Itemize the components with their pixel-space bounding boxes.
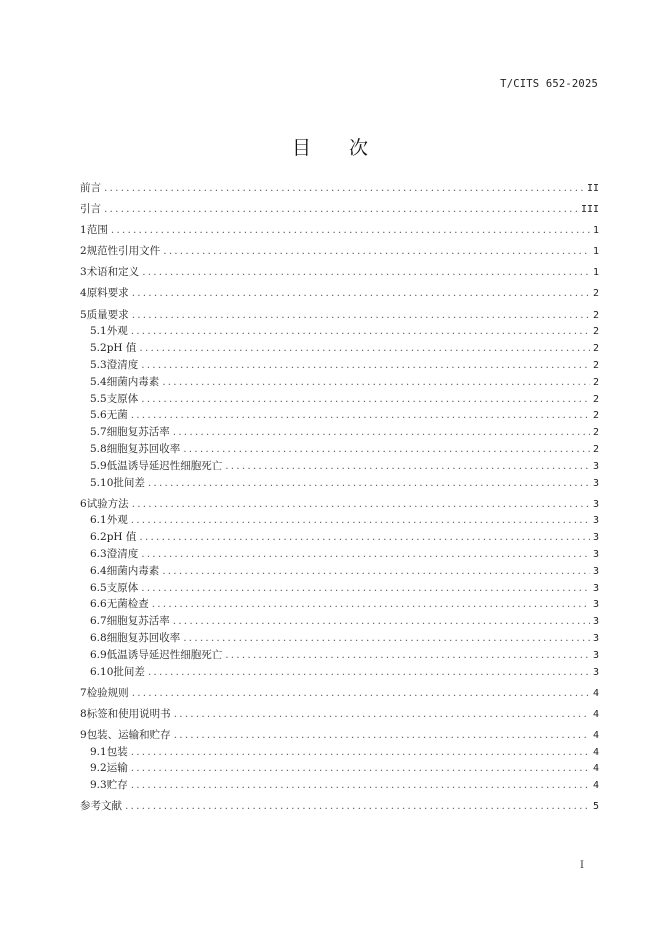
toc-entry-page: 2 (592, 427, 599, 439)
toc-entry[interactable] (80, 340, 599, 357)
toc-entry-page: 1 (592, 267, 599, 279)
toc-entry-page: 4 (592, 729, 599, 741)
toc-entry-label: 低温诱导延迟性细胞死亡 (106, 459, 223, 472)
toc-entry-label: 包装 (106, 745, 128, 758)
toc-leader-dots (148, 475, 590, 492)
toc-entry-number: 9.3 (90, 779, 107, 792)
toc-entry-number: 2 (80, 245, 87, 258)
toc-entry-label: 标签和使用说明书 (86, 707, 171, 720)
toc-entry[interactable] (80, 374, 599, 391)
folio-page-number: I (580, 860, 584, 871)
toc-entry-page: 3 (592, 616, 599, 628)
toc-entry[interactable] (80, 647, 599, 664)
toc-entry-number: 3 (80, 266, 87, 279)
toc-entry-page: 1 (592, 246, 599, 258)
toc-entry-label: 细胞复苏活率 (106, 426, 170, 439)
toc-leader-dots (183, 441, 590, 458)
toc-leader-dots (131, 407, 590, 424)
toc-entry[interactable] (80, 580, 599, 597)
standard-code: T/CITS 652-2025 (500, 78, 598, 90)
toc-entry[interactable] (80, 777, 599, 794)
toc-leader-dots (225, 647, 590, 664)
toc-entry-page: 3 (592, 649, 599, 661)
toc-entry-label: 包装、运输和贮存 (86, 728, 171, 741)
toc-entry-number: 6.7 (90, 615, 107, 628)
toc-entry[interactable] (80, 323, 599, 340)
toc-leader-dots (132, 307, 590, 324)
toc-entry-label: 无菌 (106, 409, 128, 422)
toc-entry-page: 3 (592, 565, 599, 577)
toc-entry-label: 细胞复苏回收率 (106, 442, 181, 455)
page-title (0, 133, 662, 160)
toc-entry[interactable] (80, 285, 599, 302)
toc-entry-number: 6.8 (90, 632, 107, 644)
toc-entry-label: 试验方法 (86, 497, 129, 510)
toc-entry-label: 低温诱导延迟性细胞死亡 (106, 648, 223, 661)
toc-entry[interactable] (80, 243, 599, 260)
toc-entry[interactable] (80, 180, 599, 197)
toc-leader-dots (131, 323, 590, 340)
toc-entry-page: 2 (592, 288, 599, 300)
toc-leader-dots (141, 391, 590, 408)
toc-entry-number: 5.8 (90, 442, 107, 455)
toc-entry[interactable] (80, 664, 599, 681)
toc-entry-page: 2 (592, 376, 599, 388)
toc-leader-dots (131, 760, 590, 777)
toc-entry-label: 细胞复苏活率 (106, 615, 170, 628)
toc-entry-page: 3 (592, 477, 599, 489)
toc-entry-page: 2 (592, 359, 599, 371)
toc-leader-dots (174, 706, 590, 723)
toc-entry-number: 1 (80, 224, 87, 237)
toc-entry-label: pH 值 (106, 342, 137, 355)
toc-entry-number: 5.9 (90, 459, 107, 472)
toc-entry-page: 4 (592, 780, 599, 792)
toc-entry-label: 批间差 (113, 665, 145, 678)
toc-entry-label: 检验规则 (86, 686, 129, 699)
toc-entry[interactable] (80, 512, 599, 529)
toc-entry-number: 6.9 (90, 648, 107, 661)
toc-entry-number: 8 (80, 707, 87, 720)
title-char-1: 目 (291, 137, 313, 159)
toc-leader-dots (139, 340, 590, 357)
toc-entry-label: 术语和定义 (86, 266, 140, 279)
toc-entry-page: 3 (592, 532, 599, 544)
toc-entry-page: 5 (592, 801, 599, 813)
toc-leader-dots (142, 264, 590, 281)
toc-leader-dots (104, 201, 578, 218)
toc-entry-label: 引言 (80, 203, 101, 216)
toc-leader-dots (111, 222, 590, 239)
toc-entry-page: 4 (592, 708, 599, 720)
toc-entry-number: 6 (80, 497, 87, 510)
toc-entry[interactable] (80, 760, 599, 777)
toc-entry-page: 3 (592, 666, 599, 678)
toc-leader-dots (139, 529, 590, 546)
title-char-2: 次 (349, 137, 371, 159)
toc-entry[interactable] (80, 222, 599, 239)
toc-leader-dots (125, 798, 590, 815)
toc-entry[interactable] (80, 630, 599, 647)
toc-entry-number: 6.1 (90, 514, 107, 527)
toc-entry-number: 6.3 (90, 548, 107, 561)
toc-entry-label: 前言 (80, 182, 101, 194)
toc-entry-page: 3 (592, 633, 599, 644)
toc-entry-number: 6.5 (90, 581, 107, 594)
toc-entry-label: 外观 (106, 325, 128, 338)
toc-entry-label: 原料要求 (86, 287, 129, 300)
toc-entry-number: 6.4 (90, 564, 107, 577)
toc-entry-number: 6.10 (90, 665, 114, 678)
toc-leader-dots (131, 744, 590, 761)
toc-entry-label: 参考文献 (80, 800, 122, 813)
toc-entry-page: 2 (592, 410, 599, 422)
toc-leader-dots (132, 496, 590, 513)
toc-entry[interactable] (80, 596, 599, 613)
toc-entry-label: 批间差 (113, 476, 145, 489)
toc-entry-number: 9.1 (90, 745, 107, 758)
toc-entry-page: 1 (592, 225, 599, 237)
toc-entry[interactable] (80, 546, 599, 563)
toc-entry-page: 2 (592, 393, 599, 405)
toc-entry-number: 5.7 (90, 426, 107, 439)
toc-entry-page: 3 (592, 582, 599, 594)
toc-entry-number: 7 (80, 686, 87, 699)
toc-leader-dots (162, 563, 590, 580)
toc-entry[interactable] (80, 391, 599, 408)
toc-entry-page: II (586, 183, 599, 194)
toc-leader-dots (141, 580, 590, 597)
toc-entry-page: 2 (592, 309, 599, 321)
toc-leader-dots (141, 357, 590, 374)
toc-entry-number: 5.3 (90, 358, 107, 371)
toc-entry-page: 3 (592, 460, 599, 472)
toc-leader-dots (225, 458, 590, 475)
toc-entry[interactable] (80, 613, 599, 630)
toc-entry-label: 外观 (106, 514, 128, 527)
toc-entry[interactable] (80, 798, 599, 815)
toc-leader-dots (141, 546, 590, 563)
toc-entry-number: 5.1 (90, 325, 107, 338)
toc-entry-number: 9 (80, 728, 87, 741)
toc-entry-label: 澄清度 (106, 548, 139, 561)
toc-entry-label: 运输 (106, 762, 128, 775)
toc-entry-label: 支原体 (106, 392, 139, 405)
toc-entry-page: 4 (592, 746, 599, 758)
toc-entry-label: 澄清度 (106, 358, 139, 371)
toc-leader-dots (152, 596, 590, 613)
toc-entry-number: 5.2 (90, 342, 107, 355)
toc-leader-dots (174, 727, 590, 744)
toc-entry-label: 细菌内毒素 (106, 375, 160, 388)
toc-entry[interactable] (80, 441, 599, 458)
toc-entry-page: 2 (592, 343, 599, 355)
toc-entry-page: 3 (592, 515, 599, 527)
table-of-contents (80, 176, 599, 815)
toc-entry[interactable] (80, 496, 599, 513)
toc-entry[interactable] (80, 706, 599, 723)
toc-entry[interactable] (80, 744, 599, 761)
toc-entry[interactable] (80, 563, 599, 580)
toc-entry-label: 细菌内毒素 (106, 564, 160, 577)
toc-entry[interactable] (80, 307, 599, 324)
toc-leader-dots (162, 374, 590, 391)
toc-entry-page: III (580, 204, 599, 216)
toc-entry-number: 9.2 (90, 762, 107, 775)
toc-entry[interactable] (80, 475, 599, 492)
toc-entry-label: pH 值 (106, 531, 137, 544)
toc-entry[interactable] (80, 424, 599, 441)
toc-entry[interactable] (80, 264, 599, 281)
toc-leader-dots (132, 685, 590, 702)
toc-entry-number: 5.5 (90, 392, 107, 405)
toc-leader-dots (173, 424, 590, 441)
toc-entry[interactable] (80, 458, 599, 475)
toc-entry-label: 贮存 (106, 779, 128, 792)
toc-entry-number: 5.4 (90, 375, 107, 388)
toc-entry-page: 4 (592, 687, 599, 699)
toc-entry-page: 3 (592, 549, 599, 561)
toc-leader-dots (104, 180, 584, 197)
toc-entry-page: 2 (592, 443, 599, 455)
toc-leader-dots (183, 630, 590, 647)
toc-leader-dots (163, 243, 590, 260)
toc-entry[interactable] (80, 407, 599, 424)
toc-entry[interactable] (80, 727, 599, 744)
toc-entry-number: 5.10 (90, 476, 114, 489)
toc-entry-label: 支原体 (106, 581, 139, 594)
toc-entry[interactable] (80, 685, 599, 702)
toc-entry[interactable] (80, 201, 599, 218)
toc-entry-number: 4 (80, 287, 87, 300)
toc-entry-number: 6.6 (90, 598, 107, 611)
toc-entry-page: 3 (592, 599, 599, 611)
toc-entry[interactable] (80, 357, 599, 374)
toc-entry-page: 3 (592, 498, 599, 510)
toc-leader-dots (148, 664, 590, 681)
toc-leader-dots (131, 777, 590, 794)
toc-leader-dots (132, 285, 590, 302)
toc-entry-label: 无菌检查 (106, 598, 149, 611)
toc-entry-page: 2 (592, 326, 599, 338)
toc-entry-label: 质量要求 (86, 308, 129, 321)
toc-entry-number: 6.2 (90, 531, 107, 544)
toc-leader-dots (173, 613, 590, 630)
toc-entry-page: 4 (592, 763, 599, 775)
toc-entry-number: 5 (80, 308, 87, 321)
toc-leader-dots (131, 512, 590, 529)
toc-entry-number: 5.6 (90, 409, 107, 422)
toc-entry-label: 细胞复苏回收率 (106, 632, 181, 644)
toc-entry[interactable] (80, 529, 599, 546)
toc-entry-label: 规范性引用文件 (86, 245, 161, 258)
toc-entry-label: 范围 (86, 224, 108, 237)
